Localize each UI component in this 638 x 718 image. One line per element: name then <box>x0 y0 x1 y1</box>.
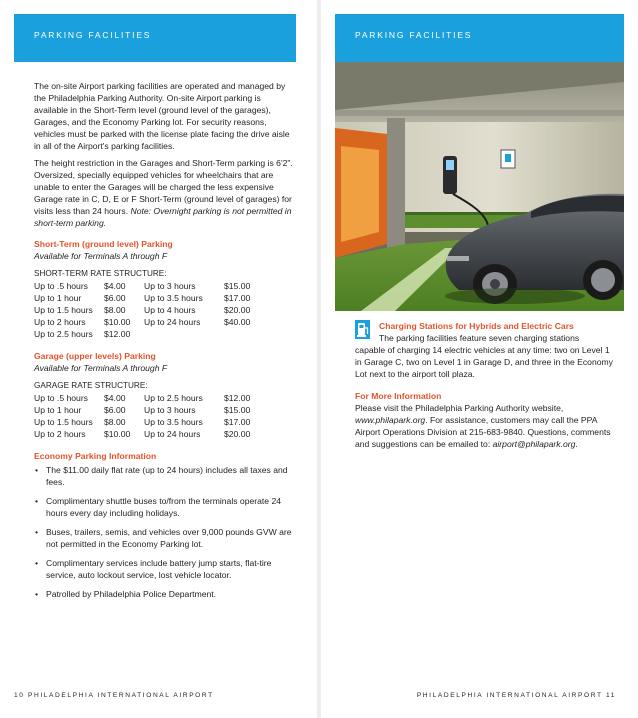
economy-bullet-list <box>34 464 296 600</box>
bullet-icon: • <box>35 527 39 537</box>
garage-subheading: Available for Terminals A through F <box>34 363 168 373</box>
short-term-rate-row-cell: $10.00 <box>104 317 131 327</box>
short-term-rate-row-cell: Up to 1 hour <box>34 293 82 303</box>
left-page <box>0 0 317 718</box>
garage-rate-row-cell: $10.00 <box>104 429 131 439</box>
short-term-rate-row <box>34 304 264 316</box>
garage-rate-row <box>34 404 264 416</box>
garage-rate-row-cell: Up to 2.5 hours <box>144 393 203 403</box>
bullet-icon: • <box>35 496 39 506</box>
short-term-rate-row-cell: Up to .5 hours <box>34 281 88 291</box>
short-term-rate-caption: SHORT-TERM RATE STRUCTURE: <box>34 269 167 278</box>
ev-charging-text: capable of charging 14 electric vehicles at any time: two on Level 1 in Garage C, two on Level 1 in Garage D, and three in the Economy Lot next to the airport toll plaza. <box>355 345 613 379</box>
garage-rate-caption: GARAGE RATE STRUCTURE: <box>34 381 148 390</box>
bullet-icon: • <box>35 589 39 599</box>
ev-charging-heading: Charging Stations for Hybrids and Electric Cars <box>379 321 574 331</box>
intro-paragraph-2-text: The height restriction in the Garages and Short-Term parking is 6'2". Oversized, specially equipped vehicles for wheelchairs that are unable to enter the Garages will be charged the less expensive Garage rate in C, D, E or F Short-Term (ground level of garages) for visits less than 24 hours. <box>34 158 293 216</box>
more-info-text-2: . For assistance, customers may call the PPA Airport Operations Division at 215-683-9840. Questions, comments and suggestions can be emailed to: <box>355 415 611 449</box>
economy-bullet-item <box>34 588 296 600</box>
garage-rate-row <box>34 428 264 440</box>
left-header-bar <box>14 14 296 62</box>
garage-rate-row <box>34 416 264 428</box>
more-info-text-3: . <box>575 439 578 449</box>
left-footer: 10 PHILADELPHIA INTERNATIONAL AIRPORT <box>14 692 214 699</box>
short-term-subheading: Available for Terminals A through F <box>34 251 168 261</box>
garage-rate-row-cell: $8.00 <box>104 417 126 427</box>
left-body <box>34 80 296 607</box>
garage-rate-row-cell: Up to 2 hours <box>34 429 86 439</box>
intro-paragraph-1: The on-site Airport parking facilities are operated and managed by the Philadelphia Parking Authority. On-site Airport parking is available in the Short-Term level (ground level of the garages), Garages, and the Economy Parking lot. For security reasons, vehicles must be parked with the license plate facing the drive aisle in all of the Airport's parking facilities. <box>34 81 290 151</box>
economy-bullet-text: Complimentary shuttle buses to/from the terminals operate 24 hours every day including holidays. <box>46 496 282 518</box>
short-term-rate-row-cell: Up to 2 hours <box>34 317 86 327</box>
right-page <box>321 0 638 718</box>
short-term-rate-row-cell: $6.00 <box>104 293 126 303</box>
ev-charging-line-1: The parking facilities feature seven charging stations <box>379 333 580 343</box>
garage-heading: Garage (upper levels) Parking <box>34 351 156 361</box>
more-info-text <box>355 402 617 450</box>
short-term-rate-row-cell: $20.00 <box>224 305 251 315</box>
garage-rate-row-cell: $20.00 <box>224 429 251 439</box>
garage-rate-row <box>34 392 264 404</box>
left-header-title: PARKING FACILITIES <box>34 30 152 40</box>
short-term-heading: Short-Term (ground level) Parking <box>34 239 173 249</box>
garage-rate-row-cell: Up to 3.5 hours <box>144 417 203 427</box>
economy-heading: Economy Parking Information <box>34 451 157 461</box>
email-link[interactable]: airport@philapark.org <box>492 439 576 449</box>
short-term-rate-row-cell: $4.00 <box>104 281 126 291</box>
short-term-rate-row-cell: $8.00 <box>104 305 126 315</box>
short-term-rate-row-cell: Up to 1.5 hours <box>34 305 93 315</box>
short-term-rate-row <box>34 280 264 292</box>
short-term-rate-table <box>34 280 264 340</box>
bullet-icon: • <box>35 465 39 475</box>
short-term-rate-row-cell: Up to 3.5 hours <box>144 293 203 303</box>
right-body <box>355 320 617 450</box>
garage-rate-row-cell: $17.00 <box>224 417 251 427</box>
right-header-bar <box>335 14 624 62</box>
more-info-heading: For More Information <box>355 391 442 401</box>
short-term-rate-row-cell: Up to 3 hours <box>144 281 196 291</box>
short-term-rate-row-cell: Up to 2.5 hours <box>34 329 93 339</box>
garage-rate-row-cell: $6.00 <box>104 405 126 415</box>
short-term-rate-row-cell: Up to 4 hours <box>144 305 196 315</box>
short-term-rate-row <box>34 292 264 304</box>
bullet-icon: • <box>35 558 39 568</box>
economy-bullet-text: Complimentary services include battery jump starts, flat-tire service, auto lockout service, lost vehicle locator. <box>46 558 272 580</box>
intro-paragraph-2 <box>34 157 296 229</box>
garage-rate-row-cell: Up to .5 hours <box>34 393 88 403</box>
economy-bullet-text: Patrolled by Philadelphia Police Department. <box>46 589 217 599</box>
short-term-rate-row-cell: $12.00 <box>104 329 131 339</box>
short-term-rate-row-cell: $17.00 <box>224 293 251 303</box>
garage-rate-row-cell: $4.00 <box>104 393 126 403</box>
short-term-rate-row <box>34 328 264 340</box>
short-term-rate-row-cell: $40.00 <box>224 317 251 327</box>
garage-rate-row-cell: Up to 24 hours <box>144 429 201 439</box>
ev-charging-photo <box>335 62 624 311</box>
short-term-rate-row-cell: Up to 24 hours <box>144 317 201 327</box>
garage-rate-table <box>34 392 264 440</box>
ev-charging-photo-illustration <box>335 62 624 311</box>
more-info-text-1: Please visit the Philadelphia Parking Authority website, <box>355 403 564 413</box>
right-header-title: PARKING FACILITIES <box>355 30 473 40</box>
economy-bullet-text: Buses, trailers, semis, and vehicles over 9,000 pounds GVW are not permitted in the Economy Parking lot. <box>46 527 292 549</box>
overnight-note: Note: Overnight parking is not permitted in short-term parking. <box>34 206 292 228</box>
economy-bullet-item <box>34 464 296 488</box>
garage-rate-row-cell: $12.00 <box>224 393 251 403</box>
philapark-link[interactable]: www.philapark.org <box>355 415 426 425</box>
economy-bullet-item <box>34 495 296 519</box>
short-term-rate-row-cell: $15.00 <box>224 281 251 291</box>
garage-rate-row-cell: Up to 1 hour <box>34 405 82 415</box>
short-term-rate-row-cell <box>224 328 264 340</box>
economy-bullet-item <box>34 557 296 581</box>
garage-rate-row-cell: Up to 3 hours <box>144 405 196 415</box>
short-term-rate-row <box>34 316 264 328</box>
short-term-rate-row-cell <box>144 328 224 340</box>
ev-charging-section <box>355 320 617 380</box>
garage-rate-row-cell: Up to 1.5 hours <box>34 417 93 427</box>
economy-bullet-item <box>34 526 296 550</box>
right-footer: PHILADELPHIA INTERNATIONAL AIRPORT 11 <box>416 692 616 699</box>
economy-bullet-text: The $11.00 daily flat rate (up to 24 hours) includes all taxes and fees. <box>46 465 288 487</box>
ev-charging-icon <box>355 320 370 339</box>
garage-rate-row-cell: $15.00 <box>224 405 251 415</box>
